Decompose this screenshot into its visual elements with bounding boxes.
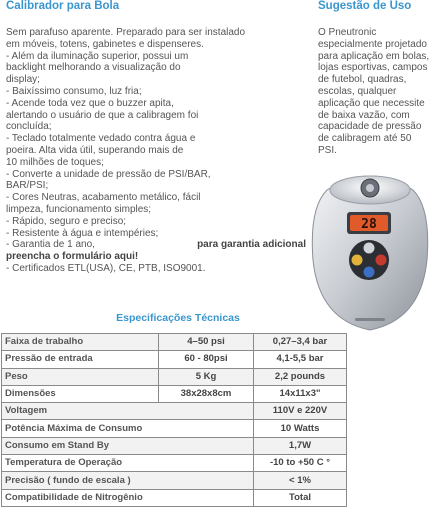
spec-value: Total (254, 489, 347, 506)
warranty-link[interactable]: para garantia adicional (197, 239, 306, 251)
product-description (6, 27, 306, 275)
spec-label: Temperatura de Operação (2, 455, 254, 472)
table-row (2, 334, 347, 351)
usage-line: PSI. (318, 144, 337, 156)
warranty-line-2 (6, 251, 306, 263)
table-row (2, 385, 347, 402)
table-row (2, 489, 347, 506)
spec-value: 0,27–3,4 bar (254, 334, 347, 351)
warranty-form-link[interactable]: preencha o formulário aqui! (6, 251, 139, 263)
spec-value: 1,7W (254, 437, 347, 454)
spec-label: Compatibilidade de Nitrogênio (2, 489, 254, 506)
desc-line: em móveis, totens, gabinetes e dispenseres. (6, 38, 204, 50)
spec-value: 110V e 220V (254, 403, 347, 420)
spec-label: Pressão de entrada (2, 351, 159, 368)
display-readout: 28 (361, 217, 377, 232)
desc-line: - Teclado totalmente vedado contra água e (6, 133, 196, 145)
spec-label: Peso (2, 368, 159, 385)
desc-line: - Acende toda vez que o buzzer apita, (6, 97, 174, 109)
spec-label: Dimensões (2, 385, 159, 402)
spec-value: 60 - 80psi (159, 351, 254, 368)
desc-line: - Converte a unidade de pressão de PSI/BAR, (6, 168, 211, 180)
spec-value: < 1% (254, 472, 347, 489)
calibrator-device-image (305, 168, 435, 336)
spec-value: 10 Watts (254, 420, 347, 437)
usage-line: de futebol, quadras, (318, 74, 407, 86)
spec-label: Faixa de trabalho (2, 334, 159, 351)
usage-line: de baixa vazão, com (318, 109, 410, 121)
desc-line: Sem parafuso aparente. Preparado para ser instalado (6, 27, 246, 38)
spec-label: Precisão ( fundo de escala ) (2, 472, 254, 489)
warranty-line (6, 239, 306, 251)
key-left-button[interactable] (352, 255, 363, 266)
table-row (2, 351, 347, 368)
spec-value: 14x11x3" (254, 385, 347, 402)
desc-line: backlight melhorando a visualização do (6, 62, 181, 74)
table-row (2, 472, 347, 489)
key-right-button[interactable] (376, 255, 387, 266)
desc-line: - Baixíssimo consumo, luz fria; (6, 85, 142, 97)
table-row (2, 403, 347, 420)
table-row (2, 455, 347, 472)
warranty-prefix: - Garantia de 1 ano, (6, 239, 95, 251)
table-row (2, 437, 347, 454)
usage-line: para aplicação em bolas, (318, 50, 430, 62)
usage-line: lojas esportivas, campos (318, 62, 428, 74)
usage-line: de calibragem até 50 (318, 133, 412, 145)
desc-line: 10 milhões de toques; (6, 156, 104, 168)
usage-line: escolas, qualquer (318, 85, 397, 97)
spec-value: 2,2 pounds (254, 368, 347, 385)
specs-title: Especificações Técnicas (116, 312, 240, 324)
specs-table (1, 333, 347, 507)
desc-line: - Cores Neutras, acabamento metálico, fácil (6, 192, 201, 204)
desc-line: BAR/PSI; (6, 180, 49, 192)
desc-line: concluída; (6, 121, 52, 133)
table-row (2, 368, 347, 385)
spec-label: Voltagem (2, 403, 254, 420)
key-down-button[interactable] (364, 267, 375, 278)
spec-value: 5 Kg (159, 368, 254, 385)
desc-line: limpeza, funcionamento simples; (6, 203, 152, 215)
usage-line: capacidade de pressão (318, 121, 422, 133)
table-row (2, 420, 347, 437)
desc-line: alertando o usuário de que a calibragem foi (6, 109, 199, 121)
desc-line: display; (6, 74, 40, 86)
usage-description (318, 27, 440, 157)
spec-label: Potência Máxima de Consumo (2, 420, 254, 437)
desc-line: - Resistente à água e intempéries; (6, 227, 159, 239)
desc-line: poeira. Alta vida útil, superando mais de (6, 144, 184, 156)
cert-line: - Certificados ETL(USA), CE, PTB, ISO9001. (6, 262, 206, 274)
usage-line: especialmente projetado (318, 38, 427, 50)
spec-value: -10 to +50 C ° (254, 455, 347, 472)
spec-value: 4,1-5,5 bar (254, 351, 347, 368)
spec-value: 4–50 psi (159, 334, 254, 351)
product-title: Calibrador para Bola (6, 0, 120, 12)
desc-line: - Rápido, seguro e preciso; (6, 215, 127, 227)
spec-value: 38x28x8cm (159, 385, 254, 402)
usage-line: aplicação que necessite (318, 97, 425, 109)
usage-title: Sugestão de Uso (318, 0, 412, 12)
desc-line: - Além da iluminação superior, possui um (6, 50, 189, 62)
usage-line: O Pneutronic (318, 27, 377, 38)
key-up-button[interactable] (364, 243, 375, 254)
spec-label: Consumo em Stand By (2, 437, 254, 454)
